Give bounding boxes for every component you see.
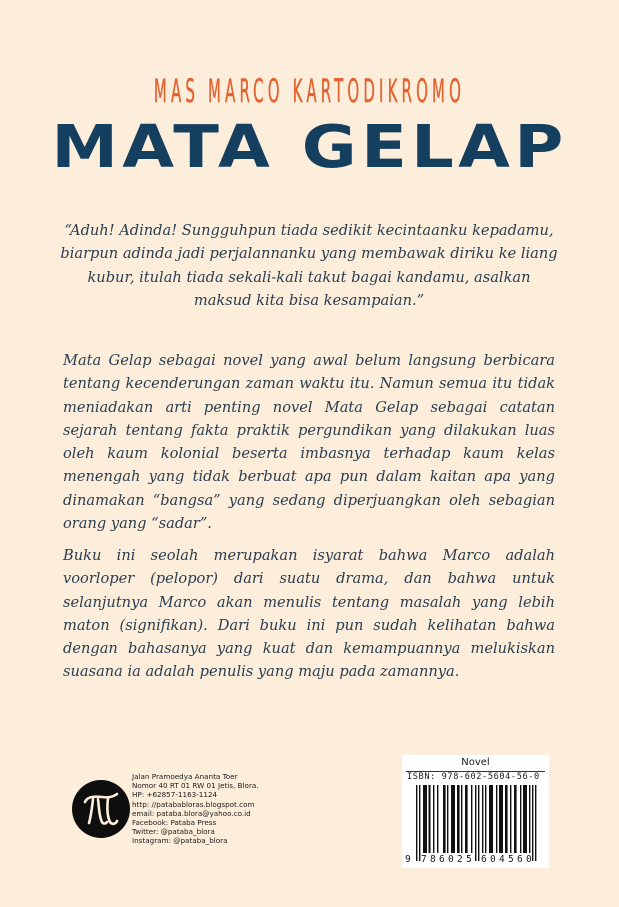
barcode-digit: 6: [517, 854, 523, 865]
quote-line: maksud kita bisa kesampaian.”: [193, 291, 425, 309]
barcode-digit: 9: [405, 854, 411, 865]
barcode-digit: 6: [439, 854, 445, 865]
address-line: Nomor 40 RT 01 RW 01 Jetis, Blora.: [132, 781, 259, 791]
publisher-info: [70, 772, 300, 852]
book-title: MATA GELAP: [51, 111, 568, 182]
email-line: email: pataba.blora@yahoo.co.id: [132, 808, 251, 818]
genre-label: Novel: [461, 757, 490, 768]
barcode-digit: 0: [490, 854, 496, 865]
isbn-barcode: [402, 755, 549, 868]
barcode-digit: 7: [421, 854, 427, 865]
instagram-line: Instagram: @pataba_blora: [132, 836, 228, 846]
barcode-digit: 2: [457, 854, 463, 865]
barcode-digit: 0: [526, 854, 532, 865]
twitter-line: Twitter: @pataba_blora: [132, 827, 215, 837]
author-name: MAS MARCO KARTODIKROMO: [153, 72, 466, 110]
address-line: Jalan Pramoedya Ananta Toer: [132, 772, 238, 781]
author-name-wrapper: [0, 74, 619, 110]
quote-line: “Aduh! Adinda! Sungguhpun tiada sedikit kecintaanku kepadamu,: [64, 222, 554, 239]
website-line: http: //patababloras.blogspot.com: [132, 799, 255, 809]
barcode-digit: 5: [466, 854, 472, 865]
isbn-label: ISBN: 978-602-5604-56-0: [407, 772, 540, 782]
facebook-line: Facebook: Pataba Press: [132, 818, 217, 828]
quote-line: kubur, itulah tiada sekali-kali takut bagai kandamu, asalkan: [87, 268, 531, 286]
barcode-digit: 6: [481, 854, 487, 865]
phone-line: HP: +62857-1163-1124: [132, 790, 218, 800]
synopsis-paragraph-1: Mata Gelap sebagai novel yang awal belum langsung berbicara tentang kecenderungan zaman waktu itu. Namun semua itu tidak meniadakan arti penting novel Mata Gelap sebagai catatan sejarah tentang fakta praktik pergundikan yang dilakukan luas oleh kaum kolonial beserta imbasnya terhadap kaum kelas menengah yang tidak berbuat apa pun dalam kaitan apa yang dinamakan “bangsa” yang sedang diperjuangkan oleh sebagian orang yang “sadar”.: [63, 352, 555, 533]
barcode-digit: 4: [499, 854, 505, 865]
publisher-contact: [132, 772, 259, 846]
barcode-digit: 0: [448, 854, 454, 865]
blurb-quote: [56, 219, 562, 312]
barcode-digit: 5: [508, 854, 514, 865]
pataba-press-logo-icon: [72, 780, 130, 838]
barcode-digit: 8: [430, 854, 436, 865]
quote-line: biarpun adinda jadi perjalannanku yang membawak diriku ke liang: [60, 245, 558, 263]
barcode-bars-icon: [416, 785, 541, 861]
synopsis-paragraph-2: Buku ini seolah merupakan isyarat bahwa Marco adalah voorloper (pelopor) dari suatu drama, dan bahwa untuk selanjutnya Marco akan menulis tentang masalah yang lebih maton (signifikan). Dari buku ini pun sudah kelihatan bahwa dengan bahasanya yang kuat dan kemampuannya melukiskan suasana ia adalah penulis yang maju pada zamannya.: [63, 547, 555, 681]
